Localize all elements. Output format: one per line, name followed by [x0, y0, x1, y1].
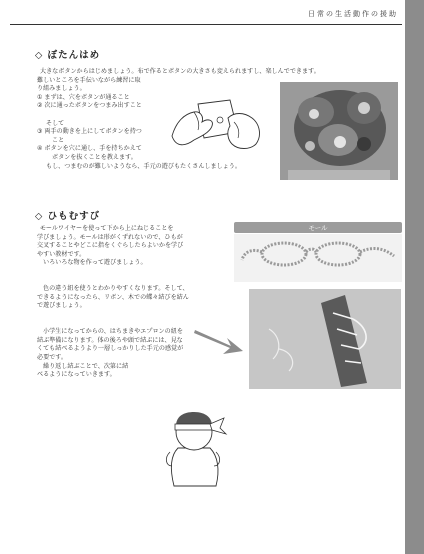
section2-line: 繰り返し結ぶことで、次第に結 — [43, 362, 129, 370]
section2-line: 必要です。 — [37, 353, 67, 361]
section2-line: 色の違う紐を使うとわかりやすくなります。そして、 — [43, 285, 189, 293]
button-board-photo — [280, 82, 398, 180]
section2-line: べるようになっていきます。 — [37, 371, 116, 379]
section1-line: ③ 両手の動きを上にしてボタンを持つ — [37, 128, 142, 136]
section2-line: できるようになったら、リボン、木での蝶々結びを結ん — [37, 293, 189, 301]
section2-line — [40, 277, 189, 286]
section1-line: 難しいところを手伝いながら練習に取 — [37, 76, 141, 84]
section2-line — [40, 320, 189, 329]
section1-line: こと — [52, 136, 65, 144]
section2-line: 小学生になってからの、はちまきやエプロンの紐を — [43, 328, 183, 336]
section2-line: 結ぶ準備になります。体の後ろや頭で結ぶには、見な — [37, 336, 183, 344]
section2-line: 交叉することやどこに指をくぐらしたらよいかを学び — [37, 242, 184, 250]
page-side-tab — [405, 0, 424, 554]
section-heading-button: ◇ ぼたんはめ — [35, 50, 101, 61]
section2-line: くても結べるようより一層しっかりした手元の感覚が — [37, 345, 184, 353]
section1-line: ④ ボタンを穴に通し、手を持ちかえて — [37, 145, 142, 153]
section2-line — [40, 311, 189, 320]
section2-line — [40, 268, 189, 277]
pointer-arrow-icon — [193, 326, 245, 356]
child-headband-illustration — [160, 410, 234, 488]
section2-paragraph — [37, 225, 189, 380]
section1-line: ボタンを抜くことを教えます。 — [52, 153, 137, 161]
mole-wire-glasses-photo — [234, 234, 402, 282]
section1-line: 大きなボタンからはじめましょう。布で作るとボタンの大きさも変えられますし、楽しんでできます。 — [40, 68, 320, 75]
page-header — [10, 8, 402, 25]
section2-line: いろいろな物を作って遊びましょう。 — [43, 259, 147, 267]
section1-line: そして — [46, 119, 65, 127]
hands-buttoning-illustration — [168, 96, 266, 154]
section2-line: 学びましょう。モールは形がくずれないので、ひもが — [37, 233, 183, 241]
photo-label: モール — [308, 224, 328, 232]
section2-line: やすい教材です。 — [37, 250, 86, 258]
section1-line: もし、つまむのが難しいようなら、手元の遊びもたくさんしましょう。 — [46, 162, 241, 170]
header-title: 日常の生活動作の援助 — [308, 10, 398, 18]
lacing-practice-photo — [249, 289, 401, 389]
section1-line: ① まずは、穴をボタンが通ること — [37, 93, 130, 101]
section1-line: ② 次に通ったボタンをつまみ出すこと — [37, 102, 142, 110]
section2-line: で遊びましょう。 — [37, 302, 86, 310]
section-heading-knot: ◇ ひもむすび — [35, 211, 101, 222]
section1-line: り組みましょう。 — [37, 85, 86, 93]
section2-line: モールワイヤーを使って下から上にねじることを — [40, 225, 174, 232]
photo-label-bar — [234, 222, 402, 233]
